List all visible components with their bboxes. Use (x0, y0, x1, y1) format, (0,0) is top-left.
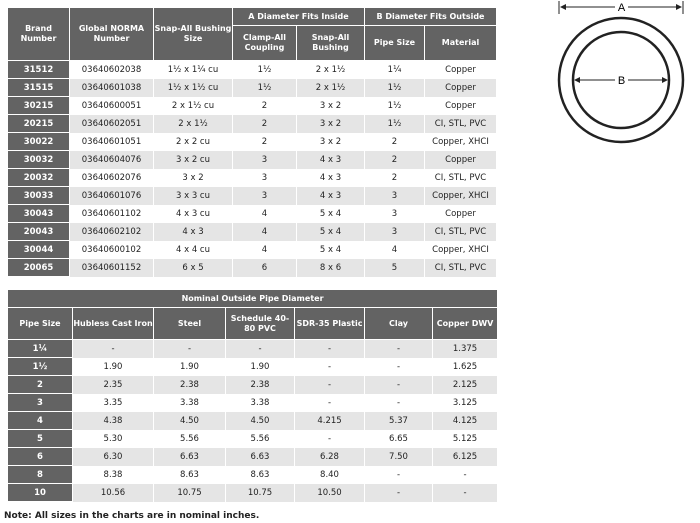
cell-material: Copper (425, 205, 497, 223)
cell-sched: 8.63 (226, 466, 295, 484)
table-row (8, 79, 497, 97)
cell-size: 2 (8, 376, 73, 394)
cell-clamp: 4 (233, 241, 297, 259)
cell-snap: 5 x 4 (297, 205, 365, 223)
cell-global: 03640601038 (70, 79, 154, 97)
cell-sched: 6.63 (226, 448, 295, 466)
cell-snap: 2 x 1½ (297, 79, 365, 97)
cell-hubless: 3.35 (73, 394, 154, 412)
cell-clamp: 2 (233, 97, 297, 115)
header-clay: Clay (365, 308, 433, 340)
cell-size: 3 x 2 cu (154, 151, 233, 169)
header-hubless-cast-iron: Hubless Cast Iron (73, 308, 154, 340)
cell-size: 1½ x 1¼ cu (154, 61, 233, 79)
cell-snap: 5 x 4 (297, 223, 365, 241)
cell-material: CI, STL, PVC (425, 259, 497, 277)
cell-pipe: 1½ (365, 115, 425, 133)
cell-global: 03640601076 (70, 187, 154, 205)
cell-clay: - (365, 484, 433, 502)
cell-size: 4 (8, 412, 73, 430)
cell-material: Copper, XHCI (425, 133, 497, 151)
cell-pipe: 1½ (365, 97, 425, 115)
cell-global: 03640601152 (70, 259, 154, 277)
cell-steel: 2.38 (154, 376, 226, 394)
table-row (8, 466, 498, 484)
cell-hubless: 5.30 (73, 430, 154, 448)
cell-hubless: 10.56 (73, 484, 154, 502)
bushing-table-body (8, 61, 497, 277)
header-snap-all-bushing-size: Snap-All Bushing Size (154, 8, 233, 61)
table-row (8, 394, 498, 412)
cell-clamp: 3 (233, 187, 297, 205)
cell-hubless: 4.38 (73, 412, 154, 430)
cell-copper: 2.125 (433, 376, 498, 394)
cell-global: 03640604076 (70, 151, 154, 169)
cell-material: Copper (425, 151, 497, 169)
cell-copper: 5.125 (433, 430, 498, 448)
cell-brand: 30044 (8, 241, 70, 259)
cell-copper: - (433, 466, 498, 484)
table-row (8, 205, 497, 223)
cell-pipe: 1½ (365, 79, 425, 97)
cell-clay: 5.37 (365, 412, 433, 430)
cell-brand: 30033 (8, 187, 70, 205)
cell-clay: 6.65 (365, 430, 433, 448)
cell-sched: 4.50 (226, 412, 295, 430)
cell-brand: 30043 (8, 205, 70, 223)
cell-copper: 1.375 (433, 340, 498, 358)
cell-hubless: 1.90 (73, 358, 154, 376)
cell-sdr: 8.40 (295, 466, 365, 484)
cell-material: CI, STL, PVC (425, 115, 497, 133)
cell-hubless: - (73, 340, 154, 358)
header-pipe-size-2: Pipe Size (8, 308, 73, 340)
pipe-diameter-diagram (548, 0, 694, 150)
cell-sched: 3.38 (226, 394, 295, 412)
cell-global: 03640602076 (70, 169, 154, 187)
table-row (8, 169, 497, 187)
cell-sdr: - (295, 358, 365, 376)
cell-hubless: 2.35 (73, 376, 154, 394)
cell-material: Copper, XHCI (425, 241, 497, 259)
table-row (8, 151, 497, 169)
cell-steel: 10.75 (154, 484, 226, 502)
cell-size: 10 (8, 484, 73, 502)
cell-copper: 1.625 (433, 358, 498, 376)
cell-clay: - (365, 394, 433, 412)
cell-clay: 7.50 (365, 448, 433, 466)
cell-clamp: 4 (233, 223, 297, 241)
cell-size: 1¼ (8, 340, 73, 358)
cell-steel: 1.90 (154, 358, 226, 376)
table-row (8, 97, 497, 115)
cell-clay: - (365, 466, 433, 484)
cell-copper: 3.125 (433, 394, 498, 412)
cell-pipe: 2 (365, 133, 425, 151)
cell-brand: 30022 (8, 133, 70, 151)
table-row (8, 187, 497, 205)
cell-snap: 8 x 6 (297, 259, 365, 277)
cell-clay: - (365, 358, 433, 376)
cell-hubless: 8.38 (73, 466, 154, 484)
cell-clamp: 2 (233, 133, 297, 151)
cell-sdr: - (295, 430, 365, 448)
cell-snap: 3 x 2 (297, 133, 365, 151)
cell-size: 4 x 3 cu (154, 205, 233, 223)
table-row (8, 430, 498, 448)
table-row (8, 448, 498, 466)
cell-size: 2 x 1½ cu (154, 97, 233, 115)
cell-snap: 3 x 2 (297, 97, 365, 115)
cell-brand: 20215 (8, 115, 70, 133)
cell-clamp: 3 (233, 151, 297, 169)
footnote: Note: All sizes in the charts are in nominal inches. (4, 511, 260, 521)
cell-pipe: 3 (365, 205, 425, 223)
cell-sdr: - (295, 376, 365, 394)
cell-size: 4 x 3 (154, 223, 233, 241)
table-row (8, 484, 498, 502)
table-row (8, 223, 497, 241)
cell-size: 4 x 4 cu (154, 241, 233, 259)
table-row (8, 259, 497, 277)
cell-material: Copper, XHCI (425, 187, 497, 205)
cell-material: Copper (425, 79, 497, 97)
cell-pipe: 3 (365, 223, 425, 241)
cell-material: CI, STL, PVC (425, 169, 497, 187)
cell-brand: 31515 (8, 79, 70, 97)
cell-brand: 30032 (8, 151, 70, 169)
cell-pipe: 2 (365, 169, 425, 187)
table-row (8, 115, 497, 133)
cell-size: 2 x 1½ (154, 115, 233, 133)
cell-snap: 4 x 3 (297, 151, 365, 169)
cell-sdr: - (295, 394, 365, 412)
cell-sched: 1.90 (226, 358, 295, 376)
cell-size: 6 (8, 448, 73, 466)
cell-snap: 4 x 3 (297, 169, 365, 187)
cell-global: 03640602038 (70, 61, 154, 79)
cell-global: 03640601102 (70, 205, 154, 223)
cell-size: 3 x 2 (154, 169, 233, 187)
cell-size: 1½ (8, 358, 73, 376)
pipe-table-body (8, 340, 498, 502)
header-b-diameter-group: B Diameter Fits Outside (365, 8, 497, 26)
cell-pipe: 2 (365, 151, 425, 169)
cell-size: 8 (8, 466, 73, 484)
header-schedule-pvc: Schedule 40-80 PVC (226, 308, 295, 340)
label-a: A (617, 2, 626, 14)
cell-global: 03640600102 (70, 241, 154, 259)
cell-sdr: 6.28 (295, 448, 365, 466)
cell-clamp: 4 (233, 205, 297, 223)
cell-steel: 8.63 (154, 466, 226, 484)
cell-hubless: 6.30 (73, 448, 154, 466)
cell-size: 6 x 5 (154, 259, 233, 277)
cell-brand: 20043 (8, 223, 70, 241)
cell-sdr: 10.50 (295, 484, 365, 502)
header-brand-number: Brand Number (8, 8, 70, 61)
cell-pipe: 4 (365, 241, 425, 259)
pipe-diameter-table (7, 289, 498, 502)
table-row (8, 340, 498, 358)
table-row (8, 133, 497, 151)
table-row (8, 412, 498, 430)
cell-size: 1½ x 1½ cu (154, 79, 233, 97)
cell-material: CI, STL, PVC (425, 223, 497, 241)
cell-global: 03640602102 (70, 223, 154, 241)
cell-pipe: 3 (365, 187, 425, 205)
cell-steel: 5.56 (154, 430, 226, 448)
cell-copper: 4.125 (433, 412, 498, 430)
header-snap-all-bushing: Snap-All Bushing (297, 26, 365, 61)
cell-sdr: - (295, 340, 365, 358)
header-a-diameter-group: A Diameter Fits Inside (233, 8, 365, 26)
cell-size: 3 x 3 cu (154, 187, 233, 205)
header-steel: Steel (154, 308, 226, 340)
cell-snap: 5 x 4 (297, 241, 365, 259)
cell-brand: 20032 (8, 169, 70, 187)
cell-sched: 5.56 (226, 430, 295, 448)
cell-clay: - (365, 376, 433, 394)
cell-brand: 20065 (8, 259, 70, 277)
table-row (8, 376, 498, 394)
pipe-table-title: Nominal Outside Pipe Diameter (8, 290, 498, 308)
header-global-norma-number: Global NORMA Number (70, 8, 154, 61)
cell-steel: 3.38 (154, 394, 226, 412)
cell-copper: - (433, 484, 498, 502)
cell-clamp: 1½ (233, 79, 297, 97)
cell-sched: - (226, 340, 295, 358)
cell-sched: 2.38 (226, 376, 295, 394)
header-copper-dwv: Copper DWV (433, 308, 498, 340)
table-row (8, 61, 497, 79)
cell-snap: 2 x 1½ (297, 61, 365, 79)
cell-brand: 31512 (8, 61, 70, 79)
cell-size: 2 x 2 cu (154, 133, 233, 151)
header-pipe-size: Pipe Size (365, 26, 425, 61)
cell-clamp: 3 (233, 169, 297, 187)
cell-clamp: 1½ (233, 61, 297, 79)
cell-size: 5 (8, 430, 73, 448)
cell-clay: - (365, 340, 433, 358)
header-material: Material (425, 26, 497, 61)
cell-brand: 30215 (8, 97, 70, 115)
table-row (8, 358, 498, 376)
cell-global: 03640601051 (70, 133, 154, 151)
cell-copper: 6.125 (433, 448, 498, 466)
header-clamp-all-coupling: Clamp-All Coupling (233, 26, 297, 61)
header-sdr-35-plastic: SDR-35 Plastic (295, 308, 365, 340)
cell-steel: - (154, 340, 226, 358)
bushing-size-table (7, 7, 497, 277)
cell-snap: 4 x 3 (297, 187, 365, 205)
cell-sdr: 4.215 (295, 412, 365, 430)
cell-steel: 4.50 (154, 412, 226, 430)
table-row (8, 241, 497, 259)
cell-sched: 10.75 (226, 484, 295, 502)
cell-snap: 3 x 2 (297, 115, 365, 133)
cell-pipe: 5 (365, 259, 425, 277)
cell-global: 03640602051 (70, 115, 154, 133)
cell-size: 3 (8, 394, 73, 412)
cell-global: 03640600051 (70, 97, 154, 115)
label-b: B (617, 75, 626, 87)
cell-material: Copper (425, 61, 497, 79)
cell-material: Copper (425, 97, 497, 115)
cell-clamp: 2 (233, 115, 297, 133)
cell-clamp: 6 (233, 259, 297, 277)
cell-pipe: 1¼ (365, 61, 425, 79)
cell-steel: 6.63 (154, 448, 226, 466)
